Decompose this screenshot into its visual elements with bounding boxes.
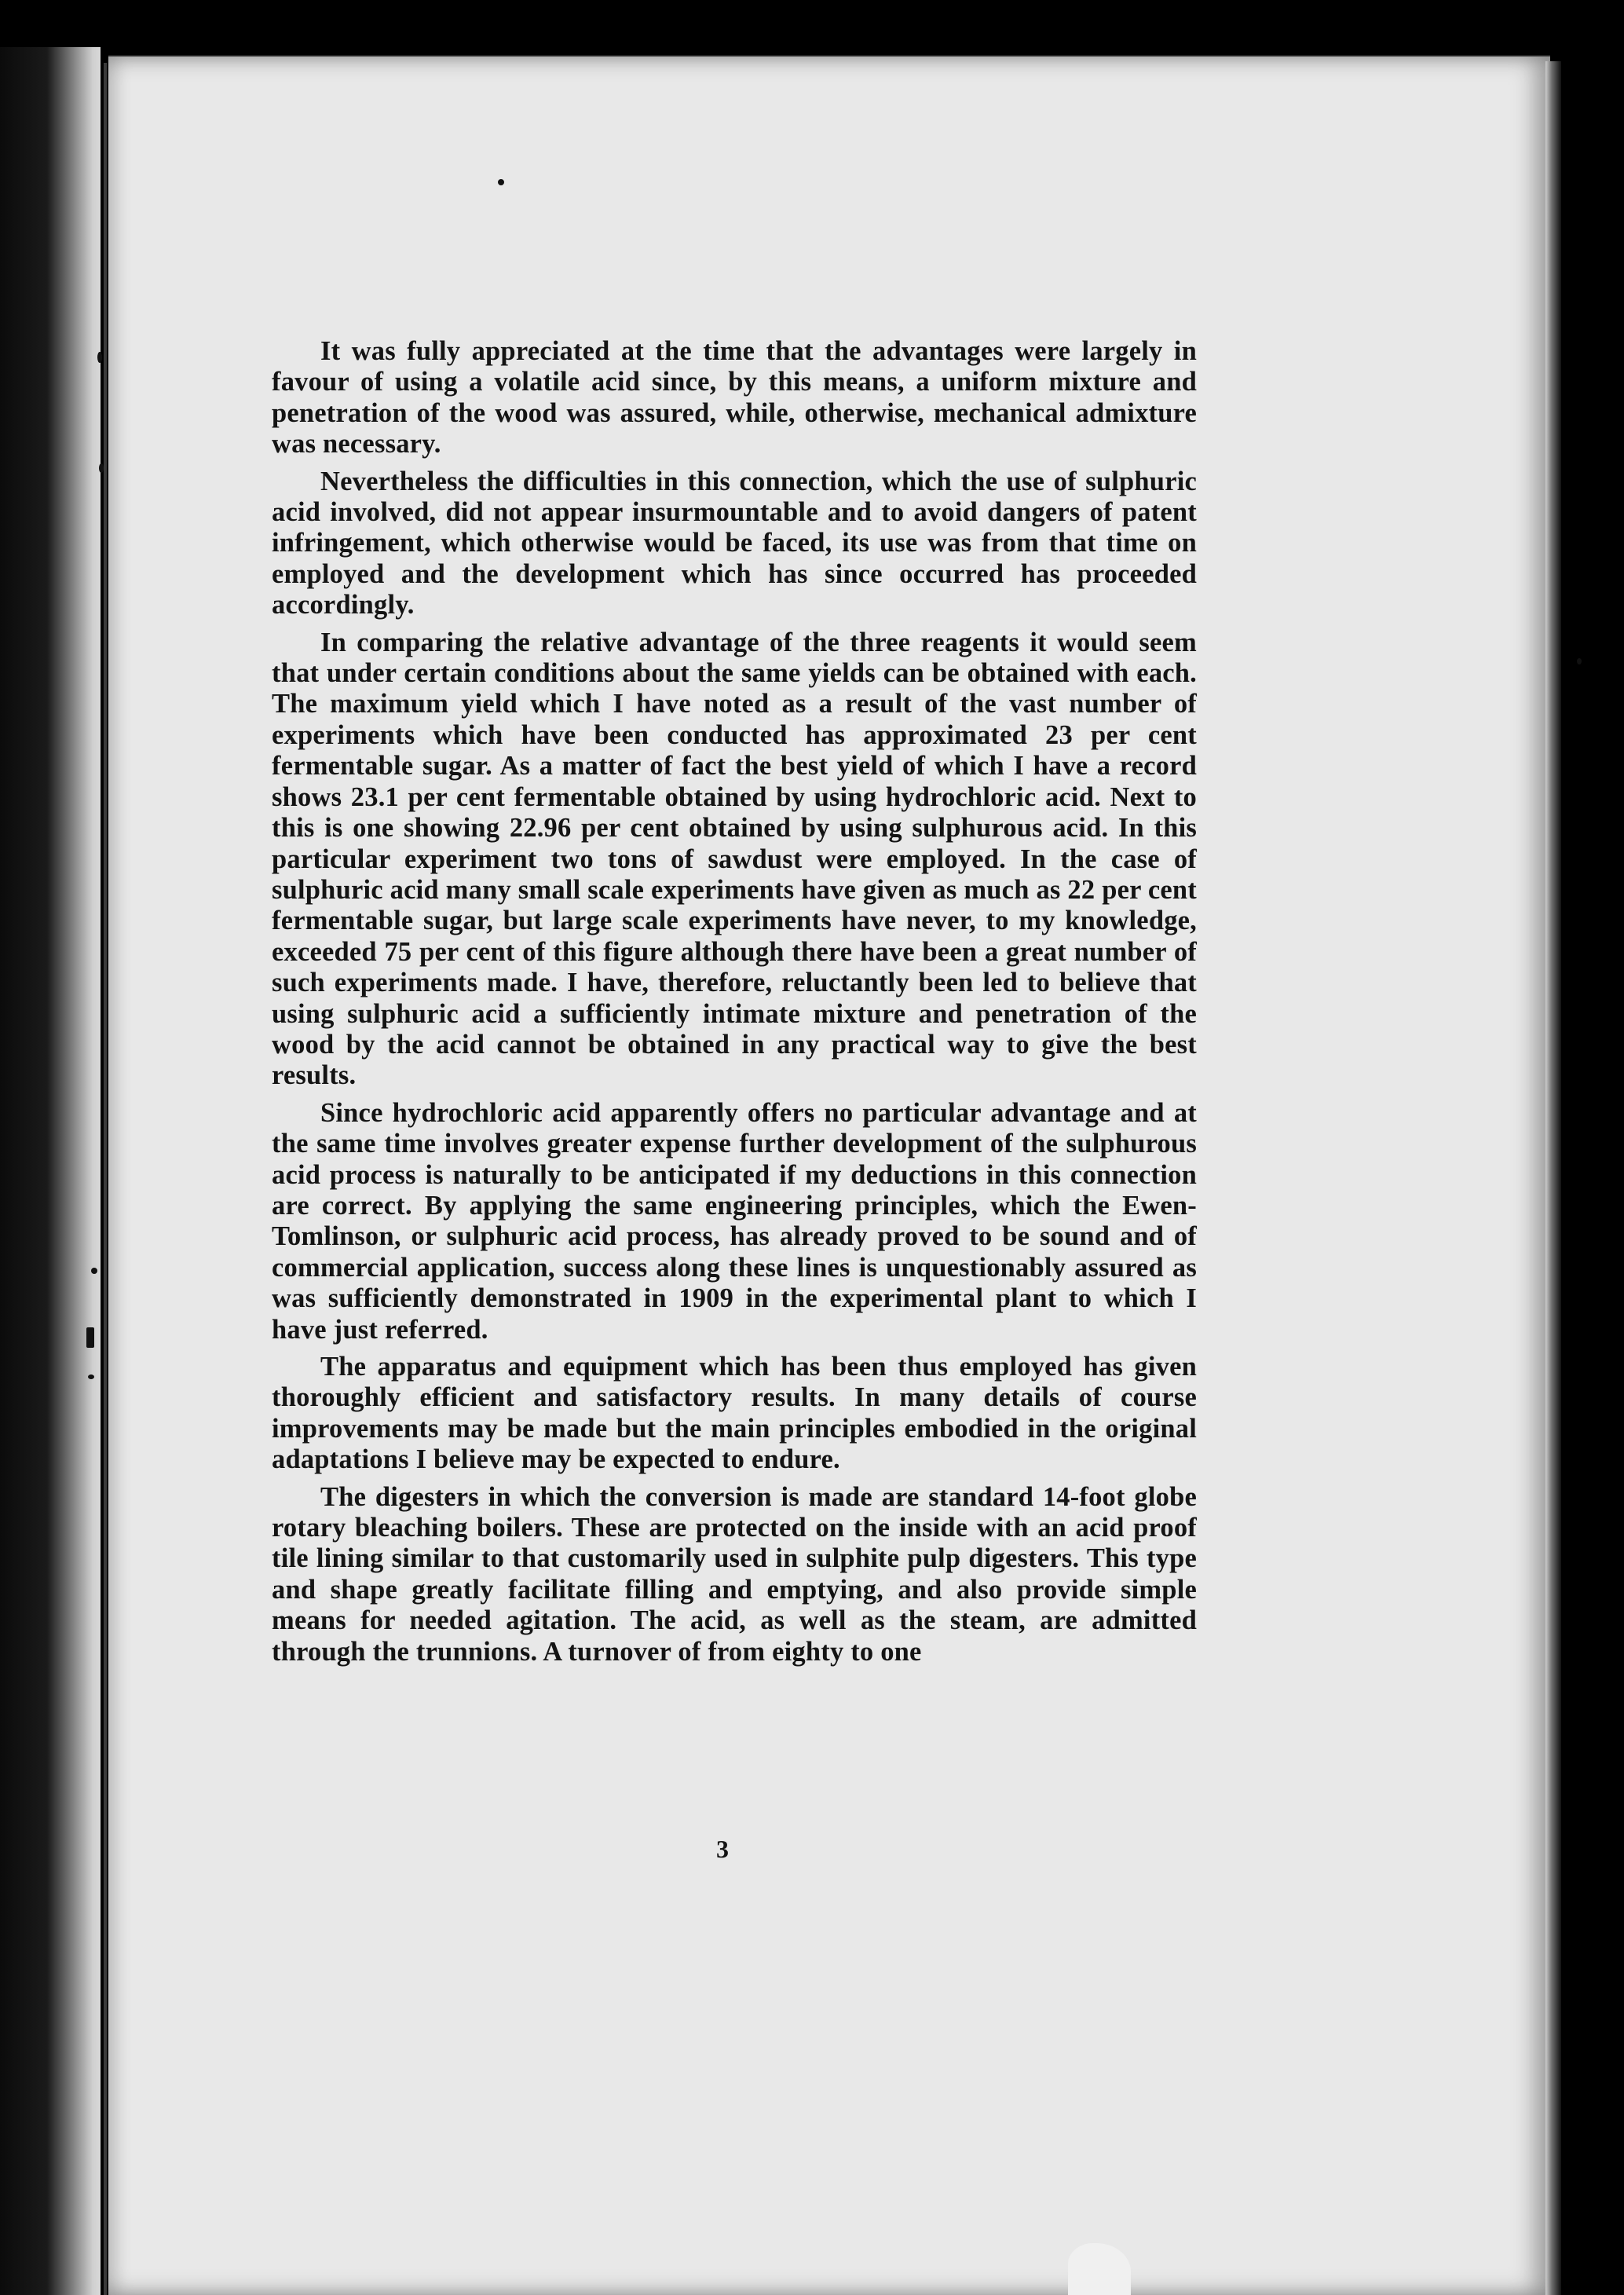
paragraph: The digesters in which the conversion is made are standard 14-foot globe rotary bleaching boilers. These are protected on the inside with an acid proof tile lining similar to that customarily used in sulphite pulp digesters. This type and shape greatly facilitate filling and emptying, and also provide simple means for needed agitation. The acid, as well as the steam, are admitted through the trunnions. A turnover of from eighty to one xyxy=(272,1481,1197,1667)
scan-speck xyxy=(91,1268,97,1274)
gutter-line xyxy=(104,63,107,2295)
paragraph: Nevertheless the difficulties in this connection, which the use of sulphuric acid involved, did not appear insurmountable and to avoid dangers of patent infringement, which otherwise would be faced, its use was from that time on employed and the development which has since occurred has proceeded accordingly. xyxy=(272,466,1197,620)
scan-speck xyxy=(97,352,102,363)
page-number: 3 xyxy=(716,1835,729,1863)
scan-speck xyxy=(1577,658,1582,664)
paragraph: The apparatus and equipment which has been thus employed has given thoroughly efficient and satisfactory results. In many details of course improvements may be made but the main principles embodied in the original adaptations I believe may be expected to endure. xyxy=(272,1352,1197,1475)
scan-speck xyxy=(88,1374,94,1379)
scan-speck xyxy=(86,1327,94,1348)
paragraph: It was fully appreciated at the time that the advantages were largely in favour of using a volatile acid since, by this means, a uniform mixture and penetration of the wood was assured, while, otherwise, mechanical admixture was necessary. xyxy=(272,336,1197,459)
left-page-edge xyxy=(0,47,101,2295)
scan-speck xyxy=(99,463,104,473)
paragraph: Since hydrochloric acid apparently offers no particular advantage and at the same time involves greater expense further development of the sulphurous acid process is naturally to be anticipated if my deductions in this connection are correct. By applying the same engineering principles, which the Ewen-Tomlinson, or sulphuric acid process, has already proved to be sound and of commercial application, success along these lines is unquestionably assured as was sufficiently demonstrated in 1909 in the experimental plant to which I have just referred. xyxy=(272,1097,1197,1345)
right-page-edge xyxy=(1545,61,1561,2295)
scan-speck xyxy=(498,179,504,185)
paragraph: In comparing the relative advantage of the three reagents it would seem that under certain conditions about the same yields can be obtained with each. The maximum yield which I have noted as a result of the vast number of experiments which have been conducted has approximated 23 per cent fermentable sugar. As a matter of fact the best yield of which I have a record shows 23.1 per cent fermentable obtained by using hydrochloric acid. Next to this is one showing 22.96 per cent obtained by using sulphurous acid. In this particular experiment two tons of sawdust were employed. In the case of sulphuric acid many small scale experiments have given as much as 22 per cent fermentable sugar, but large scale experiments have never, to my knowledge, exceeded 75 per cent of this figure although there have been a great number of such experiments made. I have, therefore, reluctantly been led to believe that using sulphuric acid a sufficiently intimate mixture and penetration of the wood by the acid cannot be obtained in any practical way to give the best results. xyxy=(272,627,1197,1091)
body-text xyxy=(272,336,1197,1674)
